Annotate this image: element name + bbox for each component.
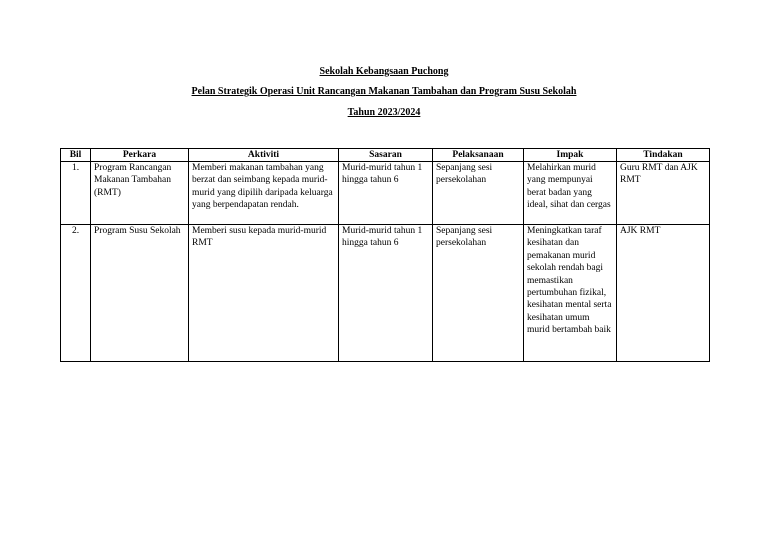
- cell-tindakan: Guru RMT dan AJK RMT: [617, 162, 710, 225]
- table-row: [61, 225, 710, 362]
- cell-sasaran: Murid-murid tahun 1 hingga tahun 6: [339, 162, 433, 225]
- column-header-tindakan: Tindakan: [617, 149, 710, 162]
- column-header-perkara: Perkara: [91, 149, 189, 162]
- year-heading: Tahun 2023/2024: [347, 107, 421, 118]
- column-header-aktiviti: Aktiviti: [189, 149, 339, 162]
- cell-aktiviti: Memberi makanan tambahan yang berzat dan seimbang kepada murid-murid yang dipilih daripada keluarga yang berpendapatan rendah.: [189, 162, 339, 225]
- cell-aktiviti: Memberi susu kepada murid-murid RMT: [189, 225, 339, 362]
- cell-pelaksanaan: Sepanjang sesi persekolahan: [433, 162, 524, 225]
- school-name: Sekolah Kebangsaan Puchong: [319, 66, 449, 77]
- cell-impak: Melahirkan murid yang mempunyai berat badan yang ideal, sihat dan cergas: [524, 162, 617, 225]
- column-header-sasaran: Sasaran: [339, 149, 433, 162]
- table-header-row: [61, 149, 710, 162]
- cell-sasaran: Murid-murid tahun 1 hingga tahun 6: [339, 225, 433, 362]
- column-header-pelaksanaan: Pelaksanaan: [433, 149, 524, 162]
- table-row: [61, 162, 710, 225]
- cell-tindakan: AJK RMT: [617, 225, 710, 362]
- column-header-bil: Bil: [61, 149, 91, 162]
- strategic-plan-table: [60, 148, 710, 362]
- plan-title: Pelan Strategik Operasi Unit Rancangan Makanan Tambahan dan Program Susu Sekolah: [191, 86, 577, 97]
- cell-bil: 2.: [61, 225, 91, 362]
- cell-bil: 1.: [61, 162, 91, 225]
- column-header-impak: Impak: [524, 149, 617, 162]
- cell-perkara: Program Rancangan Makanan Tambahan (RMT): [91, 162, 189, 225]
- cell-pelaksanaan: Sepanjang sesi persekolahan: [433, 225, 524, 362]
- cell-impak: Meningkatkan taraf kesihatan dan pemakanan murid sekolah rendah bagi memastikan pertumbuhan fizikal, kesihatan mental serta kesihatan umum murid bertambah baik: [524, 225, 617, 362]
- cell-perkara: Program Susu Sekolah: [91, 225, 189, 362]
